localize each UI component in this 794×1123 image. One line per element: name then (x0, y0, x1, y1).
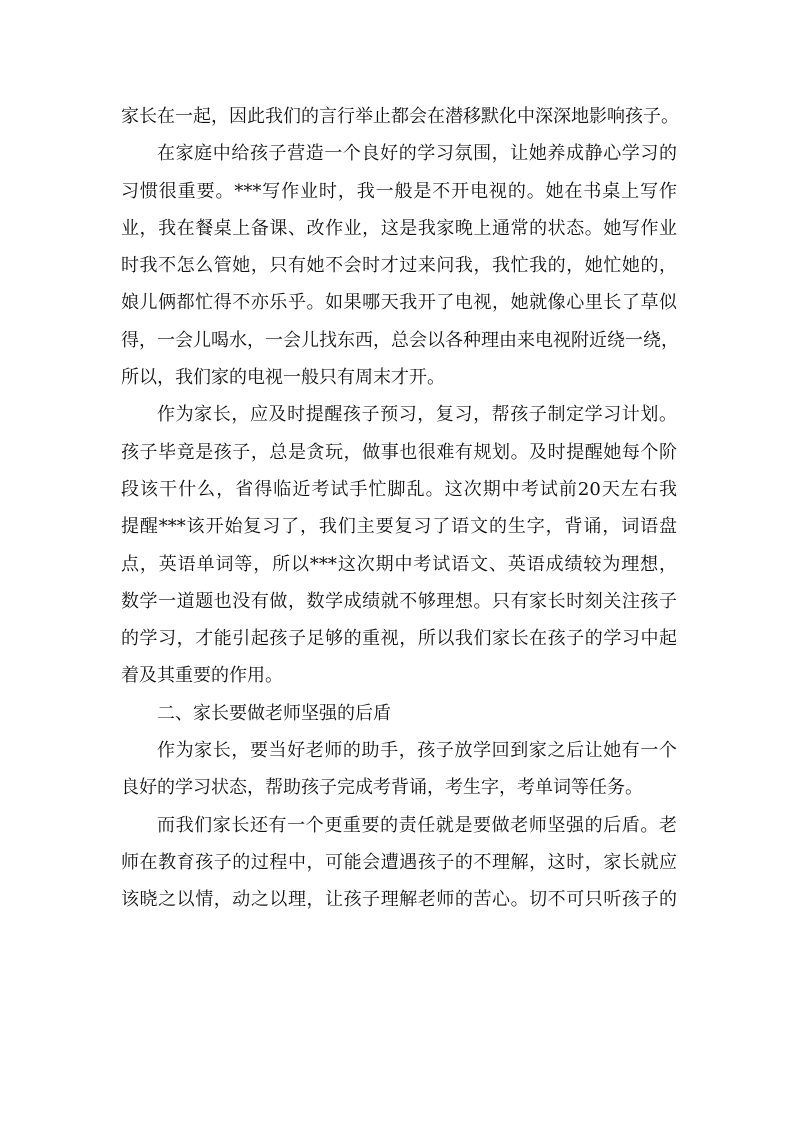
text-line: 孩子毕竟是孩子，总是贪玩，做事也很难有规划。及时提醒她每个阶 (121, 441, 677, 463)
paragraph-start-line: 作为家长，应及时提醒孩子预习，复习，帮孩子制定学习计划。 (157, 404, 677, 426)
body-text (121, 98, 677, 919)
text-line: 师在教育孩子的过程中，可能会遭遇孩子的不理解，这时，家长就应 (121, 851, 677, 873)
text-line: 数学一道题也没有做，数学成绩就不够理想。只有家长时刻关注孩子 (121, 590, 677, 612)
text-line: 家长在一起，因此我们的言行举止都会在潜移默化中深深地影响孩子。 (121, 106, 679, 127)
text-line: 提醒***该开始复习了，我们主要复习了语文的生字，背诵，词语盘 (121, 516, 677, 538)
paragraph-start-line: 作为家长，要当好老师的助手，孩子放学回到家之后让她有一个 (157, 740, 677, 762)
text-line: 该晓之以情，动之以理，让孩子理解老师的苦心。切不可只听孩子的 (121, 889, 677, 911)
text-line: 习惯很重要。***写作业时，我一般是不开电视的。她在书桌上写作 (121, 180, 677, 202)
text-line: 业，我在餐桌上备课、改作业，这是我家晚上通常的状态。她写作业 (121, 217, 677, 239)
text-line: 得，一会儿喝水，一会儿找东西，总会以各种理由来电视附近绕一绕， (121, 329, 679, 351)
paragraph-end-line: 所以，我们家的电视一般只有周末才开。 (121, 367, 445, 389)
paragraph-end-line: 着及其重要的作用。 (121, 665, 283, 687)
text-line: 时我不怎么管她，只有她不会时才过来问我，我忙我的，她忙她的， (121, 255, 677, 277)
paragraph-start-line: 而我们家长还有一个更重要的责任就是要做老师坚强的后盾。老 (157, 814, 677, 836)
text-line: 段该干什么，省得临近考试手忙脚乱。这次期中考试前20天左右我 (121, 478, 677, 500)
paragraph-start-line: 在家庭中给孩子营造一个良好的学习氛围，让她养成静心学习的 (157, 143, 677, 165)
text-line: 娘儿俩都忙得不亦乐乎。如果哪天我开了电视，她就像心里长了草似 (121, 292, 677, 314)
paragraph-end-line: 良好的学习状态，帮助孩子完成考背诵，考生字，考单词等任务。 (121, 777, 643, 799)
text-line: 的学习，才能引起孩子足够的重视，所以我们家长在孩子的学习中起 (121, 628, 677, 650)
section-heading: 二、家长要做老师坚强的后盾 (157, 702, 391, 724)
text-line: 点，英语单词等，所以***这次期中考试语文、英语成绩较为理想， (121, 553, 677, 575)
